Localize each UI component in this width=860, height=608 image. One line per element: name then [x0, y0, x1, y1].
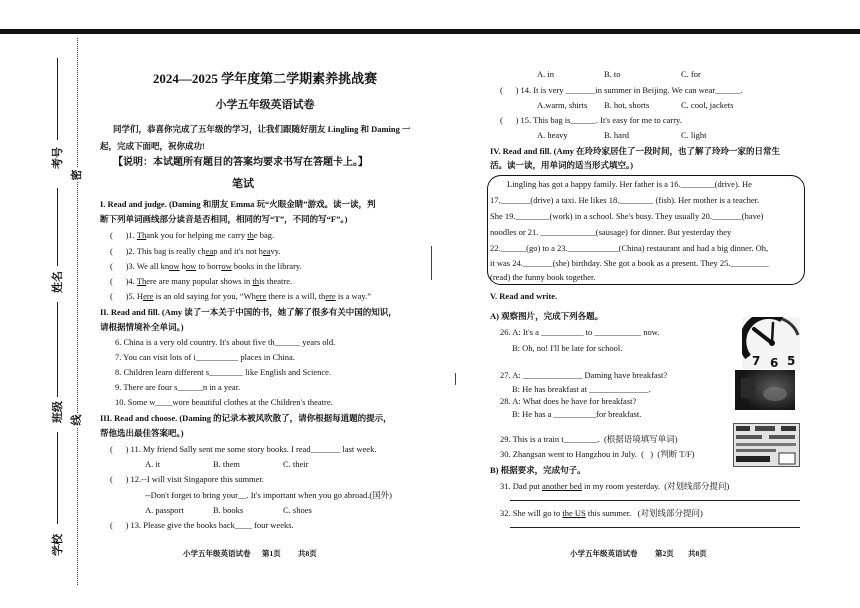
intro-line: 同学们，恭喜你完成了五年级的学习，让我们跟随好朋友 Lingling 和 Daming 一	[113, 124, 411, 134]
part5-section-a: A) 观察图片，完成下列各题。	[490, 311, 604, 321]
question-26-reply: B: Oh, no! I'll be late for school.	[512, 343, 623, 353]
underlined-part: ow	[185, 261, 197, 271]
fill-item-6: 6. China is a very old country. It's about five th______ years old.	[115, 337, 336, 347]
question-13: ( ) 13. Please give the books back____ four weeks.	[110, 520, 294, 530]
fill-item-10: 10. Some w____wore beautiful clothes at the Children's theatre.	[115, 397, 333, 407]
page-2	[480, 0, 820, 608]
passage-line: She 19.________(work) in a school. She's busy. They usually 20._______(have)	[490, 211, 764, 221]
school-label: 学校	[51, 534, 64, 556]
q14-option-a: A.warm, shirts	[537, 100, 588, 110]
passage-line: 17._______(drive) a taxi. He likes 18.________ (fish). Her mother is a teacher.	[490, 195, 760, 205]
instruction-note: 【说明：本试题所有题目的答案均要求书写在答题卡上。】	[113, 157, 368, 168]
underlined-part: ow	[169, 261, 180, 271]
judge-item-3	[110, 261, 302, 272]
question-28-reply: B: He has a __________for breakfast.	[512, 409, 642, 419]
exam-subtitle: 小学五年级英语试卷	[215, 99, 315, 111]
footer-page-number: 第1页	[262, 549, 281, 558]
sentence-text: vy.	[270, 246, 281, 256]
breakfast-photo	[735, 370, 795, 410]
line-mark: 线	[70, 414, 83, 426]
q12-option-b: B. books	[213, 505, 244, 515]
passage-box	[487, 175, 805, 285]
sentence-text: this summer. (对划线部分提问)	[585, 508, 703, 518]
sentence-text: h	[179, 261, 186, 271]
answer-line	[510, 527, 800, 528]
q11-option-a: A. it	[145, 459, 161, 469]
sentence-text: books in the library.	[231, 261, 302, 271]
q15-option-a: A. heavy	[537, 130, 568, 140]
sentence-text: 32. She will go to	[500, 508, 563, 518]
fill-item-7: 7. You can visit lots of i__________ places in China.	[115, 352, 295, 362]
seal-mark: 密	[70, 169, 83, 181]
clock-numeral: 7	[752, 354, 761, 368]
question-29: 29. This is a train t________. (根据语境填写单词)	[500, 434, 678, 444]
underlined-part: the US	[562, 508, 586, 518]
question-26: 26. A: It's a __________ to ___________ now.	[500, 327, 660, 337]
clock-numeral: 5	[787, 354, 796, 368]
part5-section-b: B) 根据要求，完成句子。	[490, 465, 586, 475]
question-27-reply: B: He has breakfast at ______________.	[512, 384, 651, 394]
question-11: ( ) 11. My friend Sally sent me some story books. I read_______ last week.	[110, 444, 377, 454]
part4-instructions: IV. Read and fill. (Amy 在玲玲家居住了一段时间，也了解了玲玲一家的日常生	[490, 146, 781, 156]
passage-line: it was 24._______(she) birthday. She got a book as a present. They 25._________	[490, 258, 769, 268]
exam-number-label: 考号	[51, 147, 64, 169]
fill-item-8: 8. Children learn different s________ like English and Science.	[115, 367, 332, 377]
sentence-text: there is a will, th	[266, 291, 326, 301]
question-30: 30. Zhangsan went to Hangzhou in July. ( ) (判断 T/F)	[500, 449, 695, 459]
passage-line: 22.______(go) to a 23.____________(China) restaurant and had a big dinner. Oh,	[490, 243, 769, 253]
underlined-part: ow	[221, 261, 232, 271]
seal-dotted-line	[77, 38, 78, 585]
clock-numeral: 6	[770, 356, 779, 369]
part2-instructions: 请根据情境补全单词。)	[100, 322, 184, 332]
part3-instructions: III. Read and choose. (Daming 的记录本被风吹散了，请你根据每道题的提示，	[100, 413, 392, 423]
underlined-part: th	[247, 230, 254, 240]
question-12: ( ) 12.--I will visit Singapore this summer.	[110, 474, 264, 484]
answer-line	[510, 500, 800, 501]
sentence-text: p and it's not h	[213, 246, 263, 256]
question-12-reply: --Don't forget to bring your__. It's important when you go abroad.(国外)	[145, 490, 392, 500]
intro-line: 起，完成下面吧，祝你成功!	[100, 141, 205, 151]
class-label: 班级	[51, 401, 64, 423]
question-27: 27. A: ______________ Daming have breakfast?	[500, 370, 668, 380]
sentence-text: is an old saying for you, “Wh	[153, 291, 256, 301]
underlined-part: th	[252, 276, 260, 286]
footer-paper-name: 小学五年级英语试卷	[183, 549, 251, 558]
sentence-text: e bag.	[253, 230, 275, 240]
clock-minute-hand	[772, 323, 773, 343]
question-32	[500, 508, 703, 519]
underlined-part: ea	[262, 246, 271, 256]
sentence-text: 31. Dad put	[500, 481, 543, 491]
clock-picture	[742, 317, 800, 369]
footer-paper-name: 小学五年级英语试卷	[570, 549, 638, 558]
passage-line: (read) the funny book together.	[490, 272, 596, 282]
underlined-part: another bed	[542, 481, 582, 491]
footer-total-pages: 共8页	[298, 549, 317, 558]
part1-instructions: 断下列单词画线部分读音是否相同，相同的写“T”，不同的写“F”。)	[100, 214, 348, 224]
q14-option-c: C. cool, jackets	[681, 100, 734, 110]
q14-option-b: B. hot, shorts	[604, 100, 650, 110]
q15-option-b: B. hard	[604, 130, 630, 140]
sentence-text: ( )5. H	[110, 291, 144, 301]
train-ticket-picture	[733, 423, 800, 467]
scan-mark	[455, 373, 456, 385]
judge-item-5	[110, 291, 371, 302]
part3-instructions: 帮他选出最佳答案吧。)	[100, 428, 184, 438]
exam-title: 2024—2025 学年度第二学期素养挑战赛	[152, 71, 378, 86]
passage-line: Lingling has got a happy family. Her father is a 16.________(drive). He	[507, 179, 752, 189]
underlined-part: ere	[143, 291, 154, 301]
question-31	[500, 481, 729, 492]
part1-instructions: I. Read and judge. (Daming 和朋友 Emma 玩“火眼金睛”游戏。读一读，判	[100, 199, 376, 209]
question-14: ( ) 14. It is very _______in summer in Beijing. We can wear______.	[500, 85, 743, 95]
part2-instructions: II. Read and fill. (Amy 读了一本关于中国的书，她了解了很多有关中国的知识，	[100, 307, 397, 317]
q13-option-c: C. for	[681, 69, 701, 79]
name-write-line	[57, 188, 58, 266]
q11-option-c: C. their	[283, 459, 309, 469]
fill-item-9: 9. There are four s______n in a year.	[115, 382, 241, 392]
name-label: 姓名	[51, 271, 64, 293]
exam-number-write-line	[57, 58, 58, 140]
sentence-text: ( )4.	[110, 276, 137, 286]
q13-option-b: B. to	[604, 69, 621, 79]
school-write-line	[57, 432, 58, 524]
part5-title: V. Read and write.	[490, 291, 558, 301]
judge-item-2	[110, 246, 281, 257]
page-1	[90, 0, 440, 608]
sentence-text: is a way.”	[335, 291, 372, 301]
sentence-text: ( )1.	[110, 230, 137, 240]
sentence-text: to borr	[196, 261, 222, 271]
written-test-label: 笔试	[232, 178, 254, 190]
sentence-text: ank you for helping me carry	[146, 230, 248, 240]
class-write-line	[57, 302, 58, 397]
q11-option-b: B. them	[213, 459, 240, 469]
judge-item-4	[110, 276, 292, 287]
underlined-part: Th	[136, 230, 147, 240]
underlined-part: ere	[325, 291, 336, 301]
sentence-text: ere are many popular shows in	[146, 276, 253, 286]
underlined-part: ere	[255, 291, 267, 301]
question-15: ( ) 15. This bag is______. It's easy for me to carry.	[500, 115, 682, 125]
q12-option-a: A. passport	[145, 505, 184, 515]
part4-instructions: 活。读一读，用单词的适当形式填空。)	[490, 160, 634, 170]
sentence-text: in my room yesterday. (对划线部分提问)	[581, 481, 730, 491]
sentence-text: ( )2. This bag is really ch	[110, 246, 206, 256]
footer-total-pages: 共8页	[688, 549, 707, 558]
underlined-part: ea	[205, 246, 214, 256]
q13-option-a: A. in	[537, 69, 554, 79]
question-28: 28. A: What does he have for breakfast?	[500, 396, 637, 406]
passage-line: noodles or 21. _____________(sausage) for dinner. But yesterday they	[490, 227, 732, 237]
q12-option-c: C. shoes	[283, 505, 312, 515]
underlined-part: Th	[136, 276, 147, 286]
q15-option-c: C. light	[681, 130, 707, 140]
footer-page-number: 第2页	[655, 549, 674, 558]
sentence-text: ( )3. We all kn	[110, 261, 170, 271]
judge-item-1	[110, 230, 274, 241]
sentence-text: is theatre.	[259, 276, 293, 286]
